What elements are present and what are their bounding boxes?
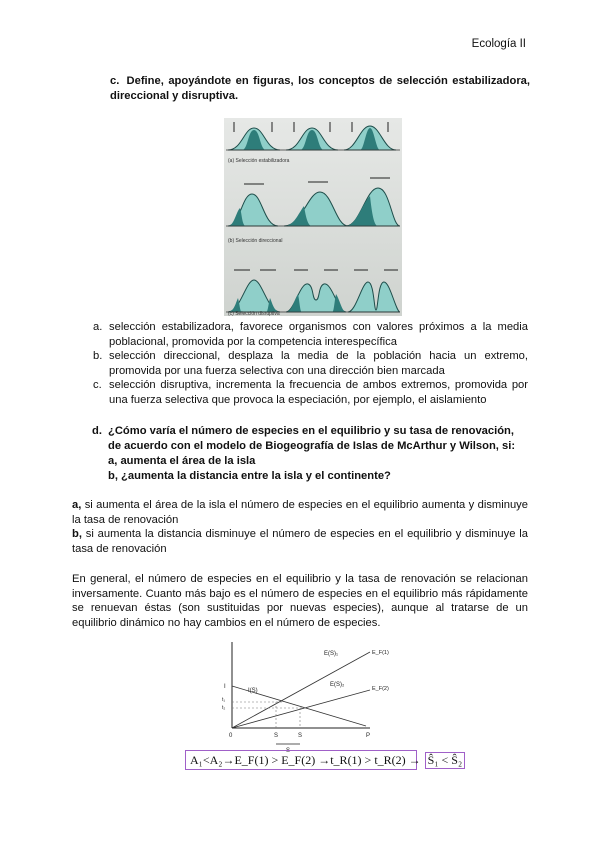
answer-d-b	[72, 527, 528, 556]
label-E-F1: E_F(1)	[372, 650, 389, 656]
answer-d-a-label: a,	[72, 499, 82, 511]
label-E-S1: E(S)₁	[324, 651, 339, 657]
list-item	[93, 378, 528, 407]
label-disruptive: (c) Selección disruptiva	[228, 311, 280, 316]
list-item-letter: b.	[93, 350, 103, 363]
list-item-letter: c.	[93, 379, 102, 392]
label-t1: t₁	[222, 697, 226, 703]
question-d-sub-b: b, ¿aumenta la distancia entre la isla y el continente?	[108, 470, 391, 482]
page-header: Ecología II	[471, 38, 526, 50]
answer-d-a	[72, 498, 528, 527]
label-S2: S	[298, 733, 303, 739]
list-item-letter: a.	[93, 321, 103, 333]
question-d-text: ¿Cómo varía el número de especies en el equilibrio y su tasa de renovación, de acuerdo con el modelo de Biogeografía de Islas de McArthur y Wilson, si:	[108, 425, 516, 452]
label-E-F2: E_F(2)	[372, 686, 389, 692]
list-item-text: selección estabilizadora, favorece organismos con valores próximos a la media poblacional, promovida por la competencia interespecífica	[109, 321, 528, 348]
label-I-S: I(S)	[248, 688, 258, 694]
formula-result: Ŝ₁ < Ŝ₂	[425, 752, 465, 769]
question-c-text: Define, apoyándote en figuras, los conceptos de selección estabilizadora, direccional y disruptiva.	[110, 75, 530, 102]
label-x-axis: S	[286, 748, 291, 754]
answers-c-list	[93, 320, 528, 408]
question-c-number: c.	[110, 75, 120, 87]
list-item-text: selección disruptiva, incrementa la frecuencia de ambos extremos, promovida por una fuerza selectiva que provoca la especiación, por ejemplo, el aislamiento	[109, 379, 528, 406]
list-item-text: selección direccional, desplaza la media de la población hacia un extremo, promovida por una fuerza selectiva con una dirección bien marcada	[109, 350, 528, 377]
question-d-number: d.	[92, 425, 102, 437]
island-biogeography-graph	[220, 640, 430, 755]
formula-text: A₁<A₂→E_F(1) > E_F(2) →t_R(1) > t_R(2) →	[190, 752, 421, 767]
general-paragraph: En general, el número de especies en el equilibrio y la tasa de renovación se relacionan inversamente. Cuanto más bajo es el número de especies en el equilibrio más rápidamente se renuevan éstas (son sustituidas por nuevas especies), aunque al tratarse de un equilibrio dinámico no hay cambios en el número de especies.	[72, 573, 528, 629]
question-d-sub-a: a, aumenta el área de la isla	[108, 455, 256, 467]
label-directional: (b) Selección direccional	[228, 238, 283, 244]
question-d	[92, 424, 528, 484]
label-P: P	[366, 733, 371, 739]
answers-d	[72, 498, 528, 556]
label-stabilizing: (a) Selección estabilizadora	[228, 158, 290, 164]
label-I-intercept: I	[224, 684, 226, 690]
question-d-main	[92, 424, 528, 454]
answer-d-b-label: b,	[72, 528, 82, 541]
list-item	[93, 320, 528, 349]
label-t2: t₂	[222, 705, 226, 711]
list-item	[93, 349, 528, 378]
formula-box	[185, 750, 463, 770]
answer-d-b-text: si aumenta la distancia disminuye el número de especies en el equilibrio y disminuye la tasa de renovación	[72, 528, 528, 555]
question-c	[110, 74, 530, 104]
label-E-S2: E(S)₂	[330, 682, 345, 688]
answer-d-a-text: si aumenta el área de la isla el número de especies en el equilibrio aumenta y disminuye la tasa de renovación	[72, 499, 528, 526]
label-S1: S	[274, 733, 279, 739]
selection-figure	[224, 118, 402, 316]
label-origin: 0	[229, 733, 233, 739]
